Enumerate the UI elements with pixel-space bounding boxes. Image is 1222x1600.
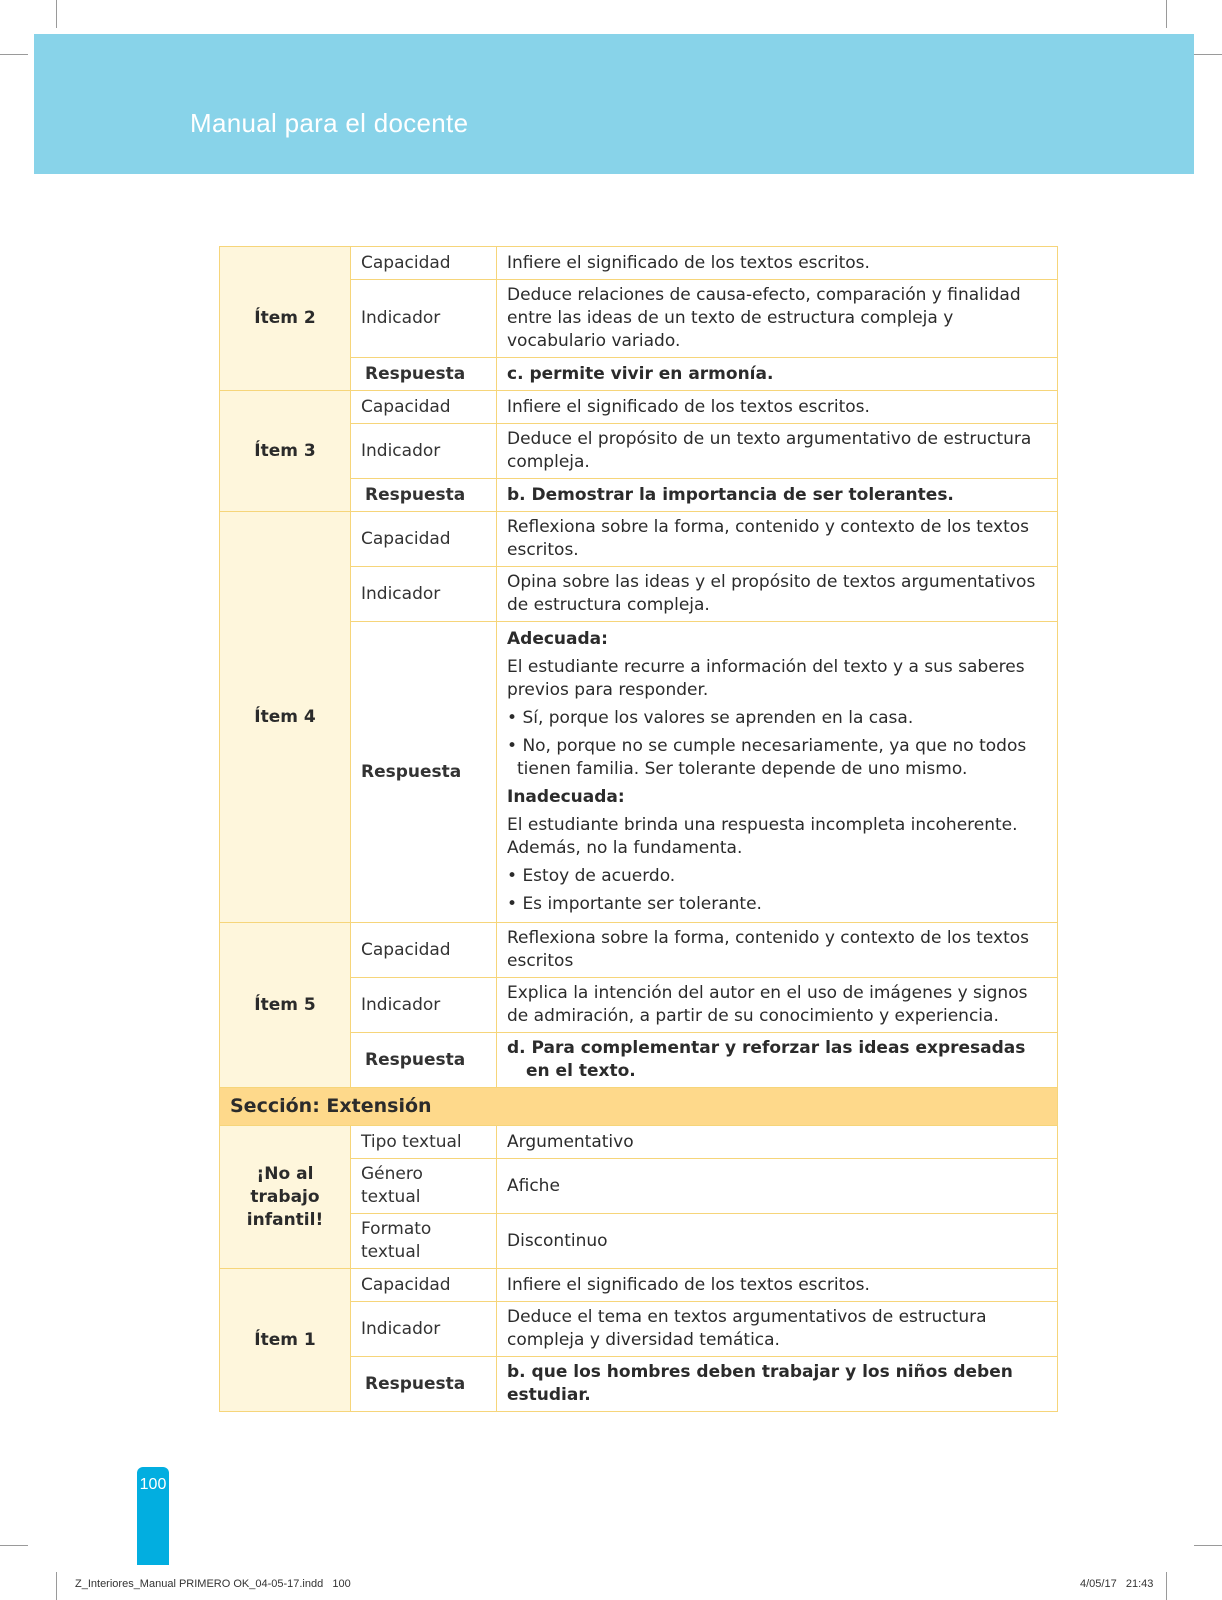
crop-mark [0,54,28,55]
table-row [220,391,1058,424]
row-value: Afiche [497,1159,1058,1214]
table-row [220,247,1058,280]
row-key: Capacidad [351,923,497,978]
table-row [220,1269,1058,1302]
row-key: Respuesta [351,1357,497,1412]
row-key: Respuesta [351,622,497,923]
bullet-item: • No, porque no se cumple necesariamente, ya que no todos tienen familia. Ser tolerante depende de uno mismo. [507,736,1027,779]
table-row [220,1126,1058,1159]
crop-mark [1166,1572,1167,1600]
adequate-text: El estudiante recurre a información del texto y a sus saberes previos para responder. [507,657,1025,700]
table-row [220,512,1058,567]
row-value: Infiere el significado de los textos escritos. [497,1269,1058,1302]
crop-mark [1194,1545,1222,1546]
row-key: Indicador [351,978,497,1033]
row-key: Capacidad [351,512,497,567]
page-number: 100 [139,1476,167,1493]
section-row [220,1088,1058,1126]
response-block [497,622,1058,923]
crop-mark [56,0,57,28]
row-value: Explica la intención del autor en el uso de imágenes y signos de admiración, a partir de su conocimiento y experiencia. [497,978,1058,1033]
row-key: Género textual [351,1159,497,1214]
row-key: Formato textual [351,1214,497,1269]
row-key: Capacidad [351,1269,497,1302]
row-key: Indicador [351,567,497,622]
item-label: Ítem 3 [220,391,351,512]
inadequate-heading: Inadecuada: [507,787,625,807]
row-key: Indicador [351,280,497,358]
bullet-item: • Es importante ser tolerante. [507,894,762,914]
crop-mark [1166,0,1167,28]
footer-timestamp: 4/05/17 21:43 [1080,1578,1154,1590]
bullet-item: • Estoy de acuerdo. [507,866,676,886]
row-value: d. Para complementar y reforzar las ideas expresadas en el texto. [497,1033,1058,1088]
inadequate-text: El estudiante brinda una respuesta incompleta incoherente. Además, no la fundamenta. [507,815,1018,858]
row-value: Opina sobre las ideas y el propósito de textos argumentativos de estructura compleja. [497,567,1058,622]
evaluation-table [219,246,1058,1412]
row-value: c. permite vivir en armonía. [497,358,1058,391]
row-value: Deduce el tema en textos argumentativos de estructura compleja y diversidad temática. [497,1302,1058,1357]
row-value: Deduce relaciones de causa-efecto, comparación y finalidad entre las ideas de un texto de estructura compleja y vocabulario variado. [497,280,1058,358]
row-value: Infiere el significado de los textos escritos. [497,247,1058,280]
row-value: Reflexiona sobre la forma, contenido y contexto de los textos escritos [497,923,1058,978]
row-value: Argumentativo [497,1126,1058,1159]
header-band [34,34,1194,174]
row-value: b. Demostrar la importancia de ser tolerantes. [497,479,1058,512]
item-label: Ítem 2 [220,247,351,391]
row-key: Indicador [351,1302,497,1357]
row-value: b. que los hombres deben trabajar y los niños deben estudiar. [497,1357,1058,1412]
bullet-item: • Sí, porque los valores se aprenden en la casa. [507,708,914,728]
row-key: Respuesta [351,479,497,512]
adequate-heading: Adecuada: [507,629,608,649]
item-label: Ítem 5 [220,923,351,1088]
table-row [220,923,1058,978]
row-value: Discontinuo [497,1214,1058,1269]
row-key: Respuesta [351,1033,497,1088]
extension-label: ¡No al trabajo infantil! [220,1126,351,1269]
row-key: Capacidad [351,247,497,280]
crop-mark [56,1572,57,1600]
page-header-title: Manual para el docente [190,108,469,138]
row-value: Deduce el propósito de un texto argumentativo de estructura compleja. [497,424,1058,479]
row-key: Indicador [351,424,497,479]
crop-mark [0,1545,28,1546]
item-label: Ítem 4 [220,512,351,923]
row-key: Tipo textual [351,1126,497,1159]
row-value: Infiere el significado de los textos escritos. [497,391,1058,424]
footer-file-info: Z_Interiores_Manual PRIMERO OK_04-05-17.indd 100 [75,1578,351,1590]
section-title: Sección: Extensión [220,1088,1058,1126]
row-key: Capacidad [351,391,497,424]
crop-mark [1194,54,1222,55]
item-label: Ítem 1 [220,1269,351,1412]
row-value: Reflexiona sobre la forma, contenido y contexto de los textos escritos. [497,512,1058,567]
row-key: Respuesta [351,358,497,391]
